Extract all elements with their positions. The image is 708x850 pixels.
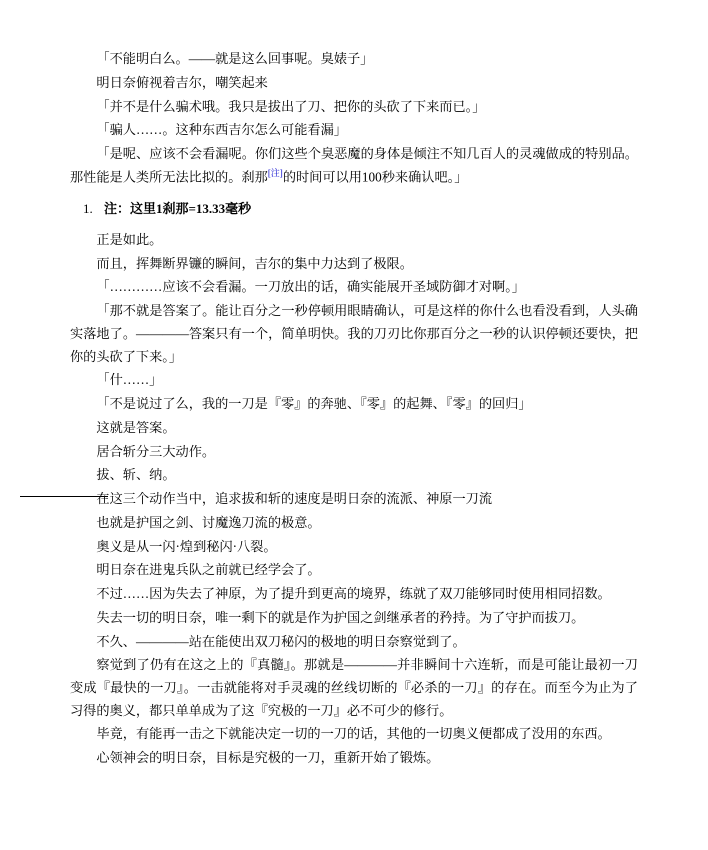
paragraph-with-footnote (70, 143, 638, 189)
paragraph: 「那不就是答案了。能让百分之一秒停顿用眼睛确认，可是这样的你什么也看没看到，人头确实落地了。————答案只有一个，简单明快。我的刀刃比你那百分之一秒的认识停顿还要快，把你的头砍了下来。」 (70, 303, 638, 364)
paragraph: 不过……因为失去了神原，为了提升到更高的境界，练就了双刀能够同时使用相同招数。 (96, 586, 611, 602)
paragraph: 「什……」 (96, 372, 163, 388)
paragraph: 拔、斩、纳。 (96, 467, 176, 483)
footnote-list (70, 198, 638, 220)
paragraph: 心领神会的明日奈，目标是究极的一刀，重新开始了锻炼。 (96, 750, 440, 766)
paragraph: 毕竟，有能再一击之下就能决定一切的一刀的话，其他的一切奥义便都成了没用的东西。 (96, 726, 611, 742)
paragraph: 「不能明白么。——就是这么回事呢。臭婊子」 (96, 51, 374, 66)
footnote-reference[interactable]: [注] (267, 167, 283, 178)
paragraph: 正是如此。 (96, 231, 163, 247)
paragraph: 「不是说过了么，我的一刀是『零』的奔驰、『零』的起舞、『零』的回归」 (96, 396, 532, 412)
footnote-item (104, 198, 638, 220)
paragraph: 察觉到了仍有在这之上的『真髓』。那就是————并非瞬间十六连斩，而是可能让最初一刀变成『最快的一刀』。一击就能将对手灵魂的丝线切断的『必杀的一刀』的存在。而至今为止为了习得的奥义，都只单单成为了这『究极的一刀』必不可少的修行。 (70, 657, 638, 718)
paragraph: 也就是护国之剑、讨魔逸刀流的极意。 (96, 514, 321, 530)
paragraph: 明日奈俯视着吉尔，嘲笑起来 (96, 74, 268, 90)
paragraph: 在这三个动作当中，追求拔和斩的速度是明日奈的流派、神原一刀流 (96, 491, 493, 507)
paragraph: 明日奈在进鬼兵队之前就已经学会了。 (96, 562, 321, 578)
paragraph: 「并不是什么骗术哦。我只是拔出了刀、把你的头砍了下来而已。」 (96, 98, 486, 114)
paragraph: 不久、————站在能使出双刀秘闪的极地的明日奈察觉到了。 (96, 633, 466, 649)
paragraph: 而且，挥舞断界镰的瞬间，吉尔的集中力达到了极限。 (96, 255, 413, 271)
paragraph-text-after-footnote: 的时间可以用100秒来确认吧。」 (282, 169, 468, 185)
paragraph: 「…………应该不会看漏。一刀放出的话，确实能展开圣域防御才对啊。」 (96, 279, 525, 295)
footnote-item-text: 注：这里1刹那=13.33毫秒 (104, 200, 252, 216)
horizontal-rule-decoration (20, 496, 108, 497)
paragraph: 这就是答案。 (96, 419, 176, 435)
paragraph: 「骗人……。这种东西吉尔怎么可能看漏」 (96, 122, 347, 138)
paragraph: 奥义是从一闪·煌到秘闪·八裂。 (96, 538, 277, 554)
paragraph: 失去一切的明日奈，唯一剩下的就是作为护国之剑继承者的矜持。为了守护而拔刀。 (96, 609, 585, 625)
document-body (70, 48, 638, 770)
paragraph: 居合斩分三大动作。 (96, 443, 216, 459)
paragraph-text-before-footnote: 「是呢、应该不会看漏呢。你们这些个臭恶魔的身体是倾注不知几百人的灵魂做成的特别品。那性能是人类所无法比拟的。刹那 (70, 146, 638, 185)
